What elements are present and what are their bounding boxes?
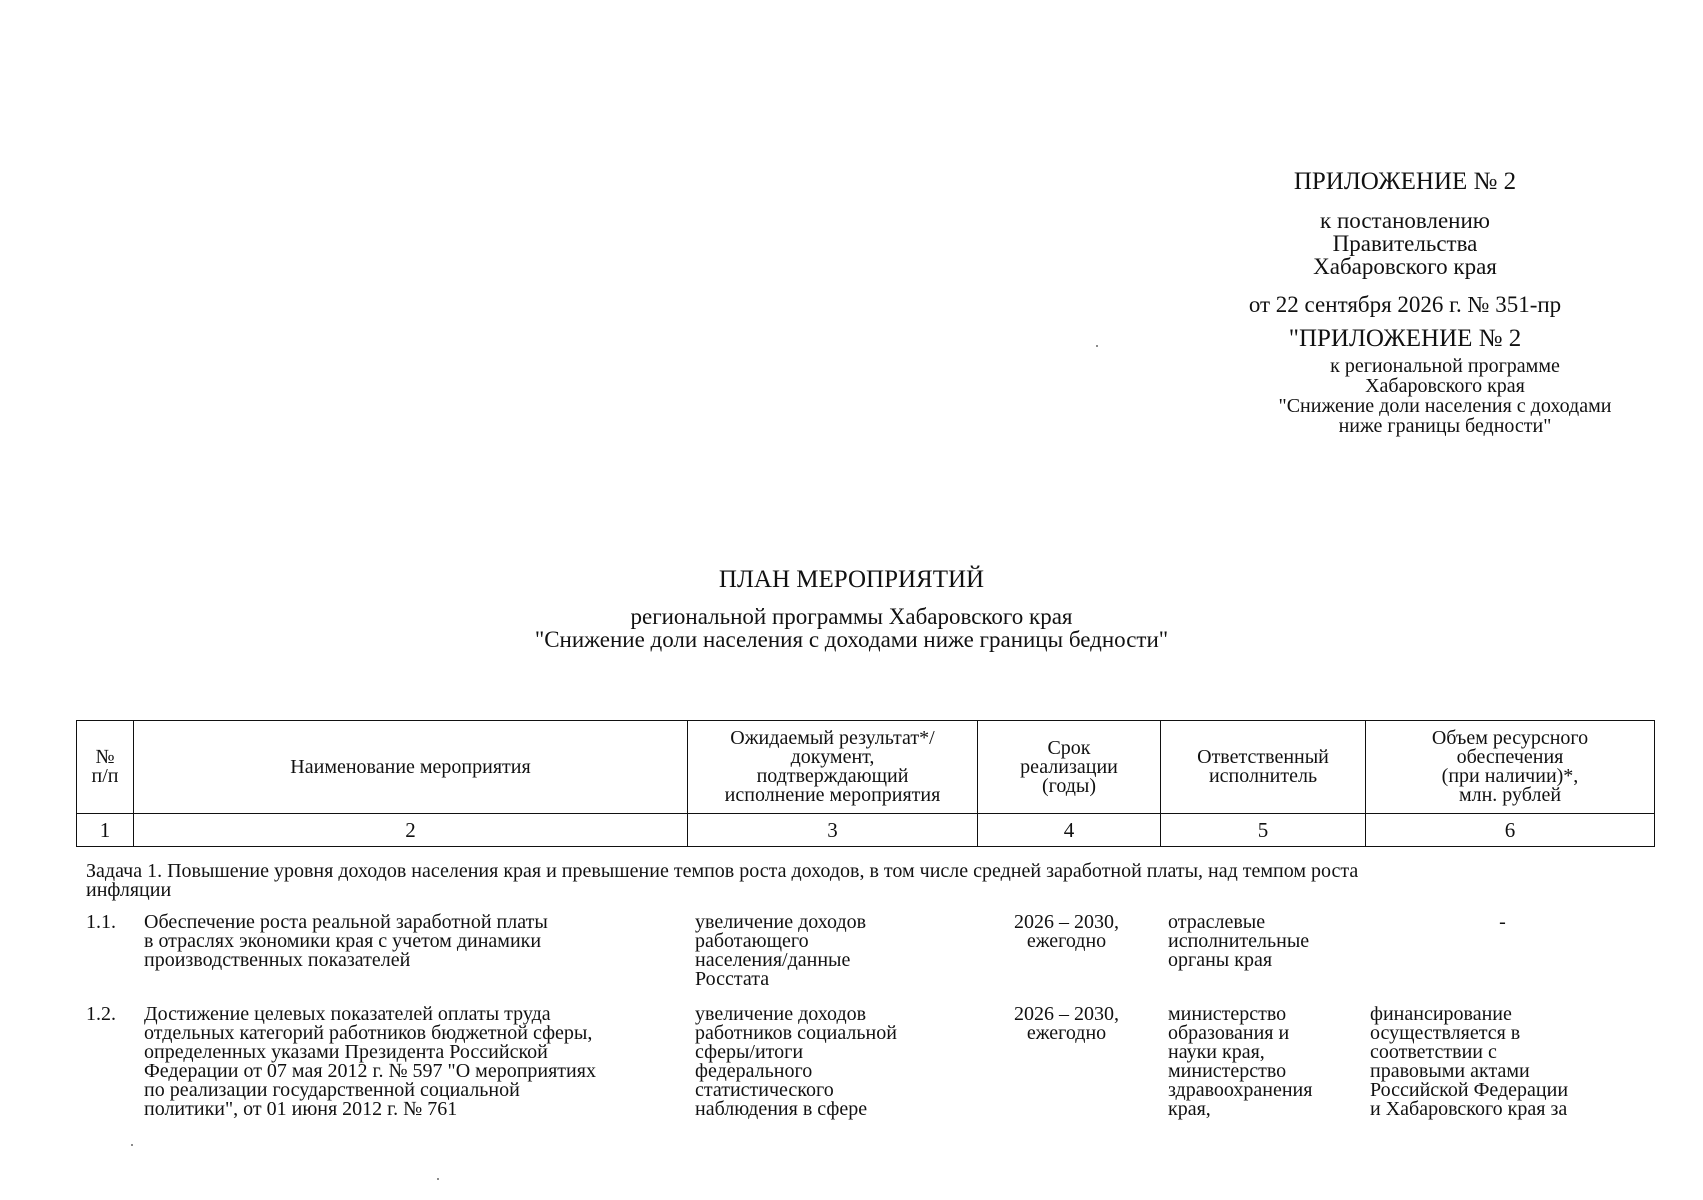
resolution-line: к постановлению: [1320, 208, 1490, 233]
text-line: Российской Федерации: [1370, 1079, 1569, 1101]
plan-subtitle: [0, 605, 1703, 651]
text-line: 2026 – 2030,: [1014, 911, 1119, 933]
column-number: 3: [688, 814, 978, 847]
text-line: финансирование: [1370, 1003, 1512, 1025]
column-header-volume: [1366, 721, 1655, 814]
header-line: Объем ресурсного: [1431, 727, 1589, 749]
header-line: п/п: [91, 765, 119, 787]
column-number: 1: [77, 814, 134, 847]
program-line: Хабаровского края: [1365, 375, 1525, 397]
text-line: Федерации от 07 мая 2012 г. № 597 "О мероприятиях: [144, 1060, 596, 1082]
column-header-number: [77, 721, 134, 814]
measure-name: [144, 1005, 684, 1119]
resolution-date-number: от 22 сентября 2026 г. № 351-пр: [1248, 292, 1562, 317]
row-number: 1.1.: [86, 911, 116, 933]
text-line: соответствии с: [1370, 1041, 1497, 1063]
task-line: Задача 1. Повышение уровня доходов населения края и превышение темпов роста доходов, в том числе средней заработной платы, над темпом роста: [86, 860, 1359, 882]
resolution-line: Правительства: [1332, 231, 1478, 256]
text-line: наблюдения в сфере: [695, 1098, 868, 1120]
resource-volume: [1370, 1005, 1635, 1119]
task-heading: [86, 862, 1656, 900]
text-line: статистического: [695, 1079, 834, 1101]
header-line: подтверждающий: [756, 765, 909, 787]
plan-subtitle-line: "Снижение доли населения с доходами ниже границы бедности": [534, 627, 1169, 652]
measure-name: [144, 913, 684, 970]
resource-volume: [1370, 913, 1635, 932]
text-line: органы края: [1168, 949, 1273, 971]
text-line: здравоохранения: [1168, 1079, 1313, 1101]
text-line: министерство: [1168, 1003, 1287, 1025]
header-line: реализации: [1020, 755, 1118, 778]
column-header-name: [134, 721, 688, 814]
appendix-quoted-heading: "ПРИЛОЖЕНИЕ № 2: [1288, 325, 1522, 352]
text-line: политики", от 01 июня 2012 г. № 761: [144, 1098, 458, 1120]
header-line: млн. рублей: [1458, 784, 1562, 806]
program-reference: [1235, 356, 1655, 436]
text-line: отраслевые: [1168, 911, 1266, 933]
text-line: в отраслях экономики края с учетом динамики: [144, 930, 542, 952]
scan-speck: [437, 1178, 439, 1180]
task-line: инфляции: [86, 879, 172, 901]
column-number: 6: [1366, 814, 1655, 847]
text-line: ежегодно: [1026, 1022, 1107, 1044]
text-line: науки края,: [1168, 1041, 1265, 1063]
text-line: и Хабаровского края за: [1370, 1098, 1568, 1120]
expected-result: [695, 913, 975, 989]
text-line: отдельных категорий работников бюджетной сферы,: [144, 1022, 593, 1044]
plan-table-header: [76, 720, 1655, 847]
header-line: Срок: [1047, 736, 1091, 759]
responsible-executor: [1168, 913, 1368, 970]
program-line: ниже границы бедности": [1338, 415, 1552, 437]
expected-result: [695, 1005, 975, 1119]
text-line: Обеспечение роста реальной заработной платы: [144, 911, 548, 933]
column-number: 5: [1161, 814, 1366, 847]
header-line: обеспечения: [1456, 746, 1564, 768]
text-line: правовыми актами: [1370, 1060, 1530, 1082]
column-number: 4: [978, 814, 1161, 847]
text-line: увеличение доходов: [695, 1003, 867, 1025]
text-line: производственных показателей: [144, 949, 411, 971]
text-line: увеличение доходов: [695, 911, 867, 933]
column-header-term: [978, 721, 1161, 814]
text-line: образования и: [1168, 1022, 1290, 1044]
text-line: осуществляется в: [1370, 1022, 1521, 1044]
appendix-heading: ПРИЛОЖЕНИЕ № 2: [1293, 168, 1517, 195]
implementation-term: [994, 1005, 1139, 1043]
header-line: (годы): [1041, 774, 1097, 797]
text-line: -: [1499, 911, 1506, 933]
plan-subtitle-line: региональной программы Хабаровского края: [630, 604, 1073, 629]
implementation-term: [994, 913, 1139, 951]
resolution-reference: [1215, 209, 1595, 278]
header-line: исполнение мероприятия: [724, 784, 941, 806]
text-line: работающего: [695, 930, 809, 952]
column-header-row: [77, 721, 1655, 814]
text-line: определенных указами Президента Российской: [144, 1041, 548, 1063]
text-line: ежегодно: [1026, 930, 1107, 952]
responsible-executor: [1168, 1005, 1368, 1119]
program-line: к региональной программе: [1330, 355, 1560, 377]
program-line: "Снижение доли населения с доходами: [1278, 395, 1612, 417]
text-line: 2026 – 2030,: [1014, 1003, 1119, 1025]
text-line: Достижение целевых показателей оплаты труда: [144, 1003, 551, 1025]
text-line: исполнительные: [1168, 930, 1310, 952]
column-header-result: [688, 721, 978, 814]
scan-speck: [131, 1144, 133, 1146]
header-line: (при наличии)*,: [1441, 765, 1579, 787]
column-number: 2: [134, 814, 688, 847]
header-line: Ожидаемый результат*/: [730, 727, 935, 749]
text-line: работников социальной: [695, 1022, 897, 1044]
text-line: населения/данные: [695, 949, 851, 971]
resolution-line: Хабаровского края: [1313, 254, 1497, 279]
plan-title: ПЛАН МЕРОПРИЯТИЙ: [718, 566, 985, 593]
scan-speck: [1096, 345, 1098, 347]
header-line: исполнитель: [1208, 765, 1318, 787]
header-line: №: [95, 746, 115, 768]
row-number: 1.2.: [86, 1003, 116, 1025]
column-header-executor: [1161, 721, 1366, 814]
header-line: Наименование мероприятия: [290, 755, 531, 778]
header-line: Ответственный: [1197, 746, 1329, 768]
text-line: сферы/итоги: [695, 1041, 804, 1063]
text-line: края,: [1168, 1098, 1211, 1120]
column-number-row: [77, 814, 1655, 847]
text-line: министерство: [1168, 1060, 1287, 1082]
text-line: Росстата: [695, 968, 770, 990]
header-line: документ,: [790, 746, 875, 768]
text-line: по реализации государственной социальной: [144, 1079, 520, 1101]
text-line: федерального: [695, 1060, 813, 1082]
